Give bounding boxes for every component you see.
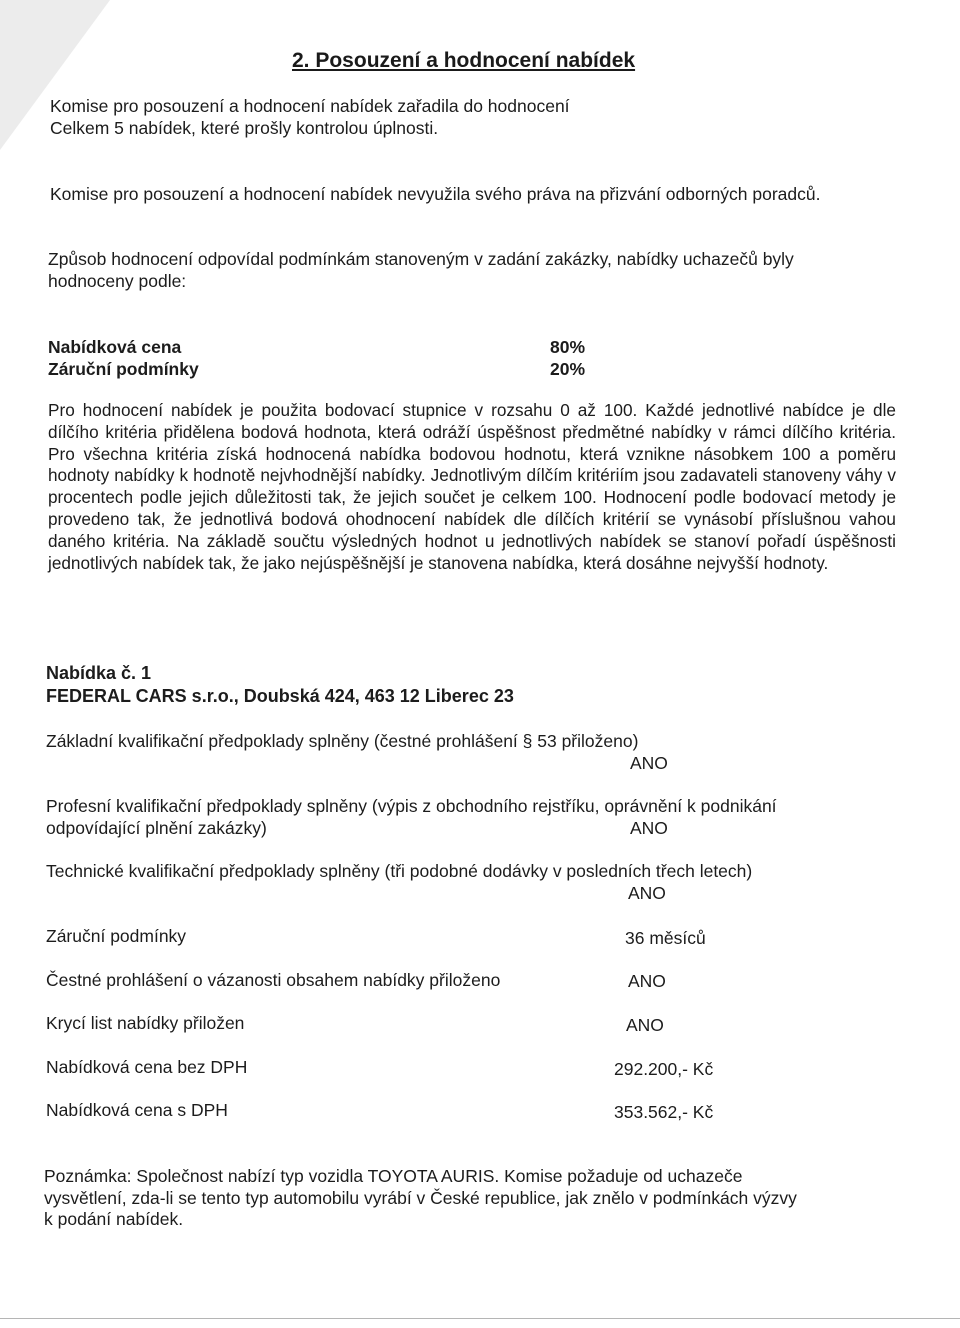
offer-number: Nabídka č. 1	[46, 663, 152, 683]
offer-row-label: Záruční podmínky	[46, 926, 187, 946]
basic-qualification-label: Základní kvalifikační předpoklady splněny (čestné prohlášení § 53 přiloženo)	[46, 731, 639, 751]
professional-qualification-value: ANO	[630, 818, 668, 838]
basic-qualification-value: ANO	[630, 753, 668, 773]
offer-row-value: ANO	[626, 1015, 664, 1035]
offer-row-label: Krycí list nabídky přiložen	[46, 1013, 245, 1033]
offer-row-label: Nabídková cena s DPH	[46, 1100, 228, 1120]
offer-row-value: ANO	[628, 971, 666, 991]
technical-qualification-value: ANO	[628, 883, 666, 903]
criterion-name: Nabídková cena	[48, 337, 182, 357]
page-bottom-edge	[0, 1318, 960, 1319]
section-title: 2. Posouzení a hodnocení nabídek	[292, 49, 636, 72]
note-line-3: k podání nabídek.	[44, 1209, 184, 1229]
method-line-1: Způsob hodnocení odpovídal podmínkám stanoveným v zadání zakázky, nabídky uchazečů byly	[48, 249, 794, 269]
note-line-1: Poznámka: Společnost nabízí typ vozidla TOYOTA AURIS. Komise požaduje od uchazeče	[44, 1166, 743, 1186]
advisors-paragraph: Komise pro posouzení a hodnocení nabídek nevyužila svého práva na přizvání odborných poradců.	[50, 184, 821, 204]
offer-row-value: 292.200,- Kč	[614, 1059, 714, 1079]
offer-company: FEDERAL CARS s.r.o., Doubská 424, 463 12 Liberec 23	[46, 686, 514, 706]
offer-row-value: 353.562,- Kč	[614, 1102, 714, 1122]
intro-line-2: Celkem 5 nabídek, které prošly kontrolou úplnosti.	[50, 118, 439, 138]
offer-row-value: 36 měsíců	[625, 928, 706, 948]
scoring-paragraph: Pro hodnocení nabídek je použita bodovací stupnice v rozsahu 0 až 100. Každé jednotlivé nabídce je dle dílčího kritéria přidělena bodová hodnota, která odráží úspěšnost předmětné nabídky v rámci dílčího kritéria. Pro všechna kritéria získá hodnocená nabídka bodovou hodnotu, která vznikne násobkem 100 a poměru hodnoty nabídky k hodnotě nejvhodnější nabídky. Jednotlivým dílčím kritériím jsou zadavateli stanoveny váhy v procentech podle jejich důležitosti tak, že jejich součet je celkem 100. Hodnocení podle bodovací metody je provedeno tak, že jednotlivá bodová ohodnocení nabídek dle dílčích kritérií se vynásobí příslušnou vahou daného kritéria. Na základě součtu výsledných hodnot u jednotlivých nabídek se stanoví pořadí úspěšnosti jednotlivých nabídek tak, že jako nejúspěšnější je stanovena nabídka, která dosáhne nejvyšší hodnoty.	[48, 400, 896, 573]
technical-qualification-label: Technické kvalifikační předpoklady splněny (tři podobné dodávky v posledních třech letech)	[46, 861, 753, 881]
intro-line-1: Komise pro posouzení a hodnocení nabídek zařadila do hodnocení	[50, 96, 570, 116]
criterion-weight: 80%	[550, 337, 586, 357]
professional-qualification-label-2: odpovídající plnění zakázky)	[46, 818, 267, 838]
professional-qualification-label-1: Profesní kvalifikační předpoklady splněny (výpis z obchodního rejstříku, oprávnění k podnikání	[46, 796, 777, 816]
criterion-name: Záruční podmínky	[48, 359, 199, 379]
offer-row-label: Čestné prohlášení o vázanosti obsahem nabídky přiloženo	[46, 970, 501, 990]
method-line-2: hodnoceny podle:	[48, 271, 187, 291]
note-line-2: vysvětlení, zda-li se tento typ automobilu vyrábí v České republice, jak znělo v podmínkách výzvy	[44, 1188, 797, 1208]
offer-row-label: Nabídková cena bez DPH	[46, 1057, 248, 1077]
criterion-weight: 20%	[550, 359, 586, 379]
